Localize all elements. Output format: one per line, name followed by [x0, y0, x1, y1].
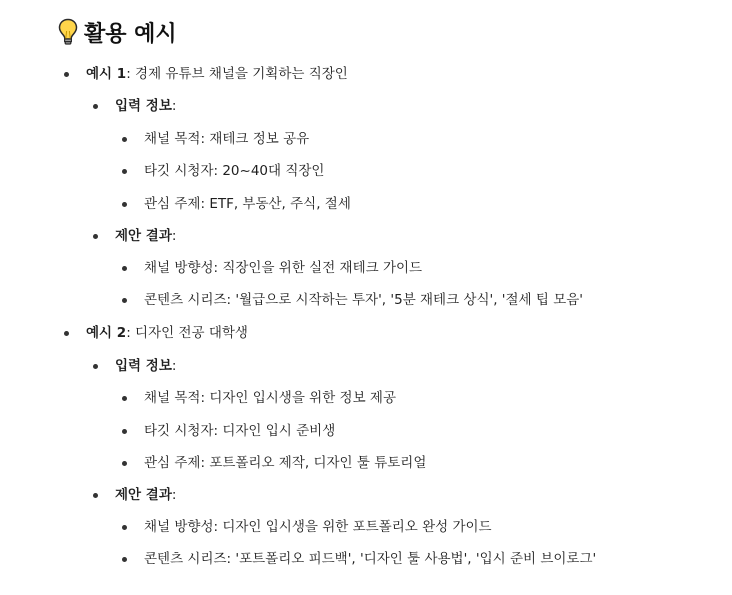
- list-item: 입력 정보:: [115, 96, 176, 116]
- sub-heading: 입력 정보: [115, 98, 172, 114]
- item-value: 재테크 정보 공유: [209, 131, 310, 147]
- bullet: [64, 331, 69, 336]
- item-key: 채널 방향성: [144, 519, 214, 535]
- list-item: 채널 목적: 재테크 정보 공유: [144, 129, 309, 149]
- sub-heading: 제안 결과: [115, 228, 172, 244]
- example-description: 경제 유튜브 채널을 기획하는 직장인: [135, 66, 348, 82]
- sub-heading: 제안 결과: [115, 487, 172, 503]
- item-value: '포트폴리오 피드백', '디자인 툴 사용법', '입시 준비 브이로그': [235, 551, 597, 567]
- list-item: 제안 결과:: [115, 485, 176, 505]
- bullet: [122, 461, 127, 466]
- item-value: 디자인 입시생을 위한 정보 제공: [209, 390, 397, 406]
- item-key: 타깃 시청자: [144, 423, 214, 439]
- bullet: [93, 104, 98, 109]
- item-key: 채널 목적: [144, 390, 201, 406]
- list-item: 타깃 시청자: 20~40대 직장인: [144, 161, 324, 181]
- bullet: [93, 234, 98, 239]
- item-value: 20~40대 직장인: [222, 163, 325, 179]
- bullet: [122, 525, 127, 530]
- item-key: 채널 목적: [144, 131, 201, 147]
- bullet: [93, 364, 98, 369]
- example-label: 예시 2: [86, 325, 127, 341]
- list-item: 채널 목적: 디자인 입시생을 위한 정보 제공: [144, 388, 396, 408]
- item-key: 타깃 시청자: [144, 163, 214, 179]
- item-value: 포트폴리오 제작, 디자인 툴 튜토리얼: [209, 455, 427, 471]
- list-item: 채널 방향성: 직장인을 위한 실전 재테크 가이드: [144, 258, 422, 278]
- bullet: [93, 493, 98, 498]
- lightbulb-icon: [58, 18, 78, 46]
- item-key: 콘텐츠 시리즈: [144, 551, 227, 567]
- list-item: 예시 2: 디자인 전공 대학생: [86, 323, 248, 343]
- item-value: 디자인 입시생을 위한 포트폴리오 완성 가이드: [222, 519, 492, 535]
- bullet: [122, 396, 127, 401]
- item-value: ETF, 부동산, 주식, 절세: [209, 196, 351, 212]
- list-item: 관심 주제: ETF, 부동산, 주식, 절세: [144, 194, 351, 214]
- list-item: 관심 주제: 포트폴리오 제작, 디자인 툴 튜토리얼: [144, 453, 426, 473]
- bullet: [122, 266, 127, 271]
- item-value: 디자인 입시 준비생: [222, 423, 336, 439]
- item-key: 관심 주제: [144, 455, 201, 471]
- list-item: 타깃 시청자: 디자인 입시 준비생: [144, 421, 335, 441]
- item-key: 관심 주제: [144, 196, 201, 212]
- list-item: 콘텐츠 시리즈: '월급으로 시작하는 투자', '5분 재테크 상식', '절세 팁 모음': [144, 290, 583, 310]
- item-value: 직장인을 위한 실전 재테크 가이드: [222, 260, 423, 276]
- item-value: '월급으로 시작하는 투자', '5분 재테크 상식', '절세 팁 모음': [235, 292, 584, 308]
- list-item: 입력 정보:: [115, 356, 176, 376]
- item-key: 콘텐츠 시리즈: [144, 292, 227, 308]
- list-item: 채널 방향성: 디자인 입시생을 위한 포트폴리오 완성 가이드: [144, 517, 492, 537]
- section-heading: [58, 14, 177, 50]
- bullet: [122, 169, 127, 174]
- item-key: 채널 방향성: [144, 260, 214, 276]
- example-description: 디자인 전공 대학생: [135, 325, 248, 341]
- list-item: 예시 1: 경제 유튜브 채널을 기획하는 직장인: [86, 64, 348, 84]
- bullet: [122, 429, 127, 434]
- sub-heading: 입력 정보: [115, 358, 172, 374]
- bullet: [122, 137, 127, 142]
- bullet: [122, 202, 127, 207]
- example-label: 예시 1: [86, 66, 127, 82]
- list-item: 콘텐츠 시리즈: '포트폴리오 피드백', '디자인 툴 사용법', '입시 준비 브이로그': [144, 549, 596, 569]
- list-item: 제안 결과:: [115, 226, 176, 246]
- bullet: [64, 72, 69, 77]
- bullet: [122, 557, 127, 562]
- bullet: [122, 298, 127, 303]
- page-title: 활용 예시: [84, 21, 177, 47]
